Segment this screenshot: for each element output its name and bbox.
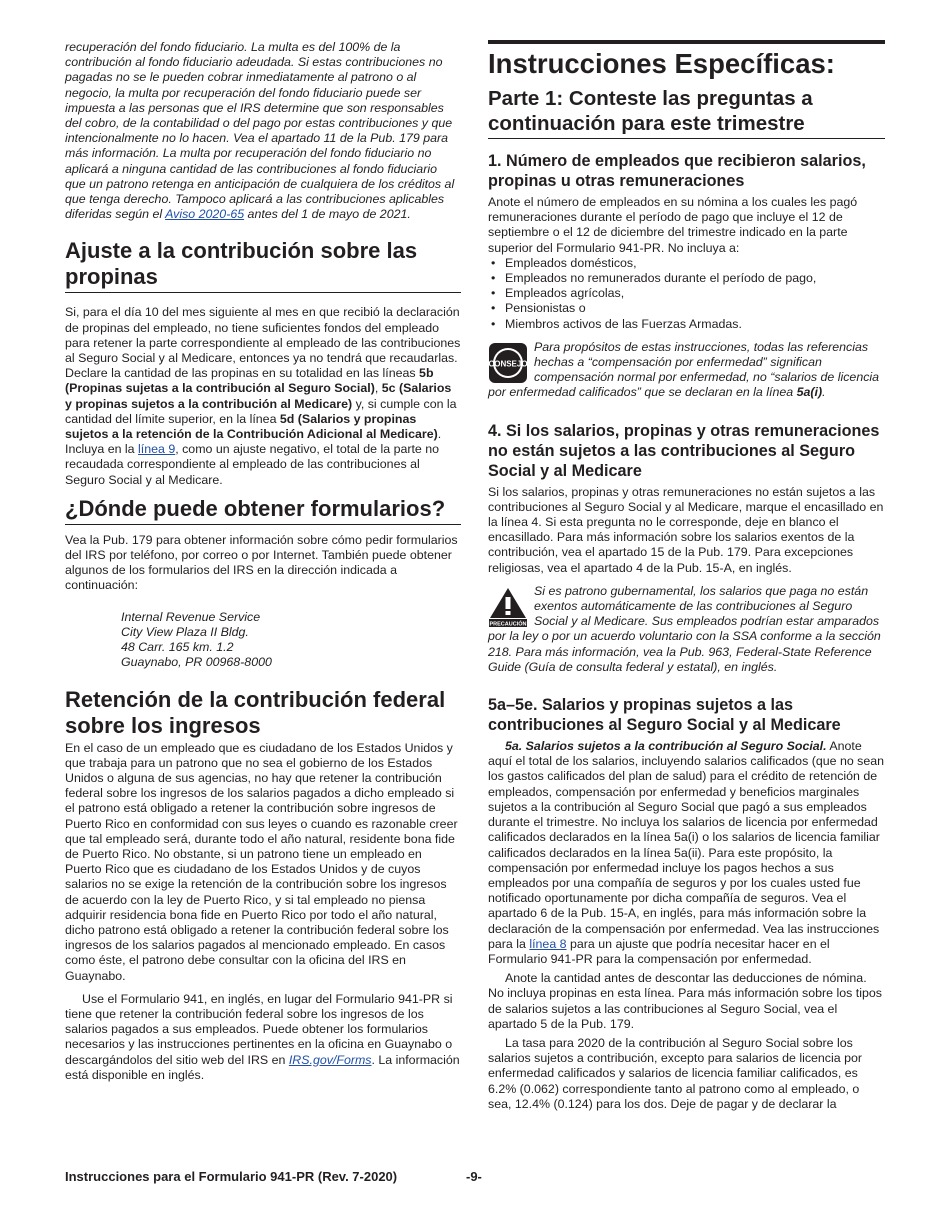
withholding-paragraph-1: En el caso de un empleado que es ciudadano de los Estados Unidos y que trabaja para un patrono que no sea el gobierno de los Estados Unidos o alguna de sus agencias, no hay que retener la contribución federal sobre los ingresos de los salarios pagados a dicho empleado si el patrono está obligado a retener la contribución sobre ingresos de Puerto Rico en conformidad con sus leyes o cuando es razonable creer que tal empleado será, durante todo el año natural, residente bona fide de Puerto Rico. No obstante, si un patrono tiene un empleado en Puerto Rico que es ciudadano de los Estados Unidos y de cuyos salarios no se exige la retención de la contribución sobre los ingresos de acuerdo con la ley de Puerto Rico, y si tal empleado no piensa adquirir residencia bona fide en Puerto Rico por todo el año natural, dicho patrono está obligado a retener la contribución federal sobre los ingresos de los salarios pagados al mencionado empleado. En casos como éste, el patrono debe consultar con la oficina del IRS en Guaynabo. (65, 740, 458, 983)
section-5a-paragraph-3: La tasa para 2020 de la contribución al Seguro Social sobre los salarios sujetos a contribución, excepto para salarios de licencia por enfermedad calificados y salarios de licencia familiar calificados, es 6.2% (0.062) correspondiente tanto al patrono como al empleado, o sea, 12.4% (0.124) para los dos. Deje de pagar y de declarar la (488, 1035, 862, 1111)
tip-text: Para propósitos de estas instrucciones, todas las referencias hechas a “compensación por enfermedad” significan compensación normal por enfermedad, no “salarios de licencia por enfermedad calificados” que se declaran en la línea 5a(i). (488, 339, 880, 400)
consejo-icon (488, 342, 528, 384)
page-title: Instrucciones Específicas: (488, 48, 835, 79)
tip-note (488, 340, 885, 401)
caution-text: Si es patrono gubernamental, los salarios que paga no están exentos automáticamente de las contribuciones al Seguro Social y al Medicare. Sus empleados podrían estar amparados por la ley o por un acuerdo voluntario con la SSA conforme a la sección 218. Para más información, vea la Pub. 963, Federal-State Reference Guide (Guía de consulta federal y estatal), en inglés. (488, 583, 881, 674)
forms-paragraph: Vea la Pub. 179 para obtener información sobre cómo pedir formularios del IRS por teléfono, por correo o por Internet. También puede obtener algunos de los formularios del IRS en la dirección indicada a continuación: (65, 532, 458, 593)
footer-form-title: Instrucciones para el Formulario 941-PR (Rev. 7-2020) (65, 1169, 398, 1184)
caution-note (488, 584, 885, 675)
withholding-paragraph-2: Use el Formulario 941, en inglés, en lugar del Formulario 941-PR si tiene que retener la contribución federal sobre los ingresos de los salarios pagados a sus empleados. Puede obtener los formularios necesarios y las instrucciones pertinentes en la oficina en Guaynabo o descargándolos del sitio web del IRS en IRS.gov/Forms. La información está disponible en inglés. (65, 991, 460, 1082)
linea-8-link[interactable]: línea 8 (529, 936, 567, 951)
section-4-paragraph: Si los salarios, propinas y otras remuneraciones no están sujetos a las contribuciones al Seguro Social y al Medicare, marque el encasillado en la línea 4. Si esta pregunta no le corresponde, deje en blanco el encasillado. Para más información sobre los salarios exentos de la contribución, vea el apartado 15 de la Pub. 179. Para excepciones religiosas, vea el apartado 4 de la Pub. 15-A, en inglés. (488, 484, 884, 575)
section-1-heading: 1. Número de empleados que recibieron salarios, propinas u otras remuneraciones (488, 152, 866, 190)
right-column (488, 40, 885, 1112)
section-5-heading: 5a–5e. Salarios y propinas sujetos a las contribuciones al Seguro Social y al Medicare (488, 696, 841, 735)
linea-9-link[interactable]: línea 9 (138, 442, 176, 457)
list-item: • Empleados agrícolas, (488, 286, 885, 301)
forms-heading: ¿Dónde puede obtener formularios? (65, 496, 461, 525)
irs-forms-link[interactable]: IRS.gov/Forms (288, 1052, 372, 1067)
withholding-heading: Retención de la contribución federal sobre los ingresos (65, 686, 446, 738)
list-item: • Miembros activos de las Fuerzas Armadas. (488, 317, 885, 332)
caution-icon (488, 586, 528, 628)
list-item: • Empleados domésticos, (488, 256, 885, 271)
section-1-paragraph: Anote el número de empleados en su nómina a los cuales les pagó remuneraciones durante el período de pago que incluye el 12 de septiembre o el 12 de diciembre del trimestre indicado en la parte superior del Formulario 941-PR. No incluya a: (488, 195, 858, 255)
svg-text:PRECAUCIÓN: PRECAUCIÓN (489, 621, 527, 628)
list-item: • Empleados no remunerados durante el período de pago, (488, 271, 885, 286)
left-column (65, 40, 461, 1083)
part-1-title: Parte 1: Conteste las preguntas a continuación para este trimestre (488, 86, 885, 139)
tips-adjustment-heading: Ajuste a la contribución sobre las propinas (65, 238, 461, 293)
section-5a-paragraph-2: Anote la cantidad antes de descontar las deducciones de nómina. No incluya propinas en esta línea. Para más información sobre los tipos de salarios sujetos a las contribuciones al Seguro Social, vea el apartado 5 de la Pub. 179. (488, 971, 882, 1031)
title-rule (488, 40, 885, 44)
list-item: • Pensionistas o (488, 301, 885, 316)
irs-address: Internal Revenue Service City View Plaza II Bldg. 48 Carr. 165 km. 1.2 Guaynabo, PR 00968-8000 (121, 609, 272, 670)
tips-adjustment-paragraph: Si, para el día 10 del mes siguiente al mes en que recibió la declaración de propinas del empleado, no tiene suficientes fondos del empleado para retener la parte correspondiente al empleado de las contribuciones al Seguro Social y al Medicare, entonces ya no tendrá que recaudarlas. Declare la cantidad de las propinas en su totalidad en las líneas 5b (Propinas sujetas a la contribución al Seguro Social), 5c (Salarios y propinas sujetos a la contribución al Medicare) y, si cumple con la cantidad del límite superior, en la línea 5d (Salarios y propinas sujetos a la retención de la Contribución Adicional al Medicare). Incluya en la línea 9, como un ajuste negativo, el total de la parte no recaudada correspondiente al empleado de las contribuciones al Seguro Social y al Medicare. (65, 305, 461, 487)
svg-text:CONSEJO: CONSEJO (488, 359, 528, 369)
exclusion-list (488, 256, 885, 332)
section-4-heading: 4. Si los salarios, propinas y otras remuneraciones no están sujetos a las contribuciones al Seguro Social y al Medicare (488, 421, 880, 480)
section-5a-paragraph: 5a. Salarios sujetos a la contribución al Seguro Social. Anote aquí el total de los salarios, incluyendo salarios calificados (que no sean los gastos calificados del plan de salud) para el crédito de retención de empleados, compensación por enfermedad y beneficios marginales sujetos a la contribución al Seguro Social que pagó a sus empleados durante el trimestre. No incluya los salarios de licencia por enfermedad calificados declarados en la línea 5a(i) o los salarios de licencia familiar calificados declarados en la línea 5a(ii). Para este propósito, la compensación por enfermedad incluye los pagos hechos a sus empleados por una compañía de seguros y por los cuales usted fue notificado oportunamente por dicha compañía de seguros. Vea el apartado 6 de la Pub. 15-A, en inglés, para más información sobre la declaración de la compensación por enfermedad. Vea las instrucciones para la línea 8 para un ajuste que podría necesitar hacer en el Formulario 941-PR para la compensación por enfermedad. (488, 739, 885, 966)
aviso-2020-65-link[interactable]: Aviso 2020-65 (165, 207, 245, 222)
intro-paragraph: recuperación del fondo fiduciario. La multa es del 100% de la contribución al fondo fiduciario adeudada. Si estas contribuciones no pagadas no se le pueden cobrar inmediatamente al patrono o al negocio, la multa por recuperación del fondo fiduciario puede ser impuesta a las personas que el IRS determine que son responsables del cobro, de la contabilidad o del pago por estas contribuciones y que intencionalmente no lo hacen. Vea el apartado 11 de la Pub. 179 para más información. La multa por recuperación del fondo fiduciario no aplicará a ninguna cantidad de las contribuciones al fondo fiduciario que un patrono retenga en anticipación de cualquiera de los créditos al que tenga derecho. Tampoco aplicará a las contribuciones aplicables diferidas según el Aviso 2020-65 antes del 1 de mayo de 2021. (65, 40, 455, 222)
page-number: -9- (466, 1169, 482, 1184)
